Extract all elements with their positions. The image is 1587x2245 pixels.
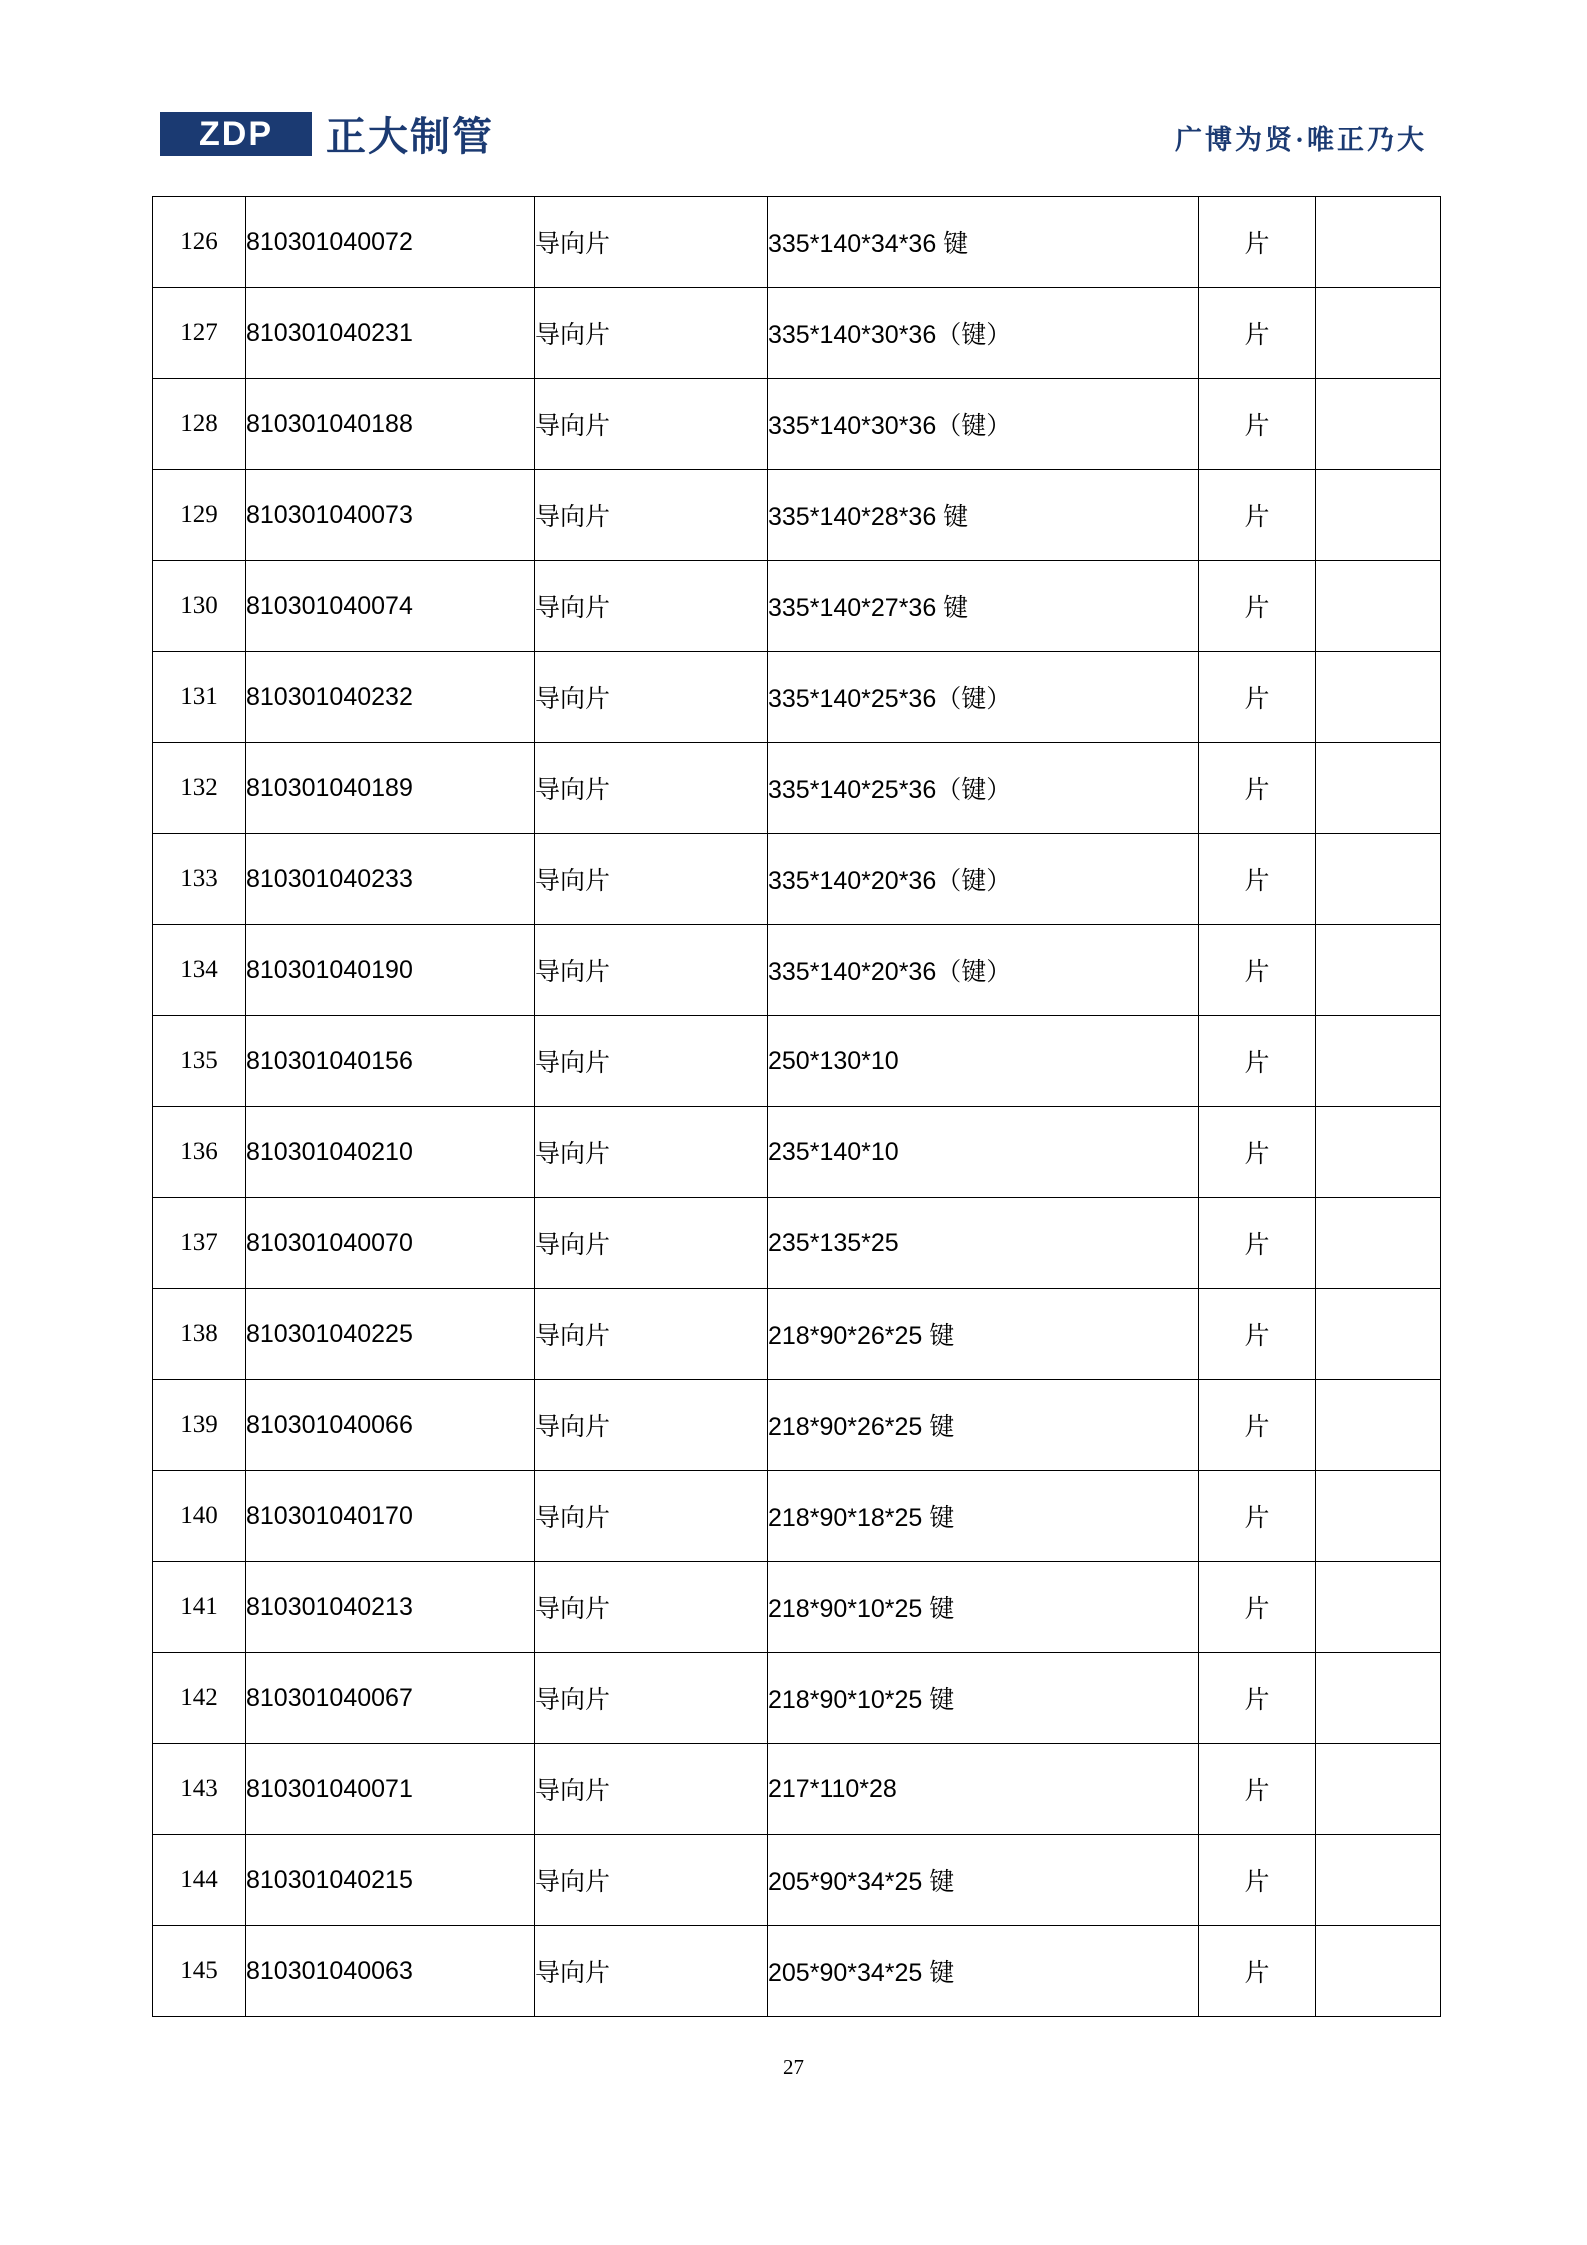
cell-code: 810301040231 bbox=[246, 288, 535, 379]
cell-spec: 235*135*25 bbox=[768, 1198, 1199, 1289]
cell-unit: 片 bbox=[1199, 1016, 1316, 1107]
cell-unit: 片 bbox=[1199, 834, 1316, 925]
cell-unit: 片 bbox=[1199, 379, 1316, 470]
cell-name: 导向片 bbox=[535, 1471, 768, 1562]
cell-name: 导向片 bbox=[535, 1198, 768, 1289]
cell-code: 810301040213 bbox=[246, 1562, 535, 1653]
table-row bbox=[153, 379, 1441, 470]
cell-no: 140 bbox=[153, 1471, 246, 1562]
page-footer bbox=[0, 2055, 1587, 2080]
cell-code: 810301040071 bbox=[246, 1744, 535, 1835]
table-row bbox=[153, 1198, 1441, 1289]
cell-no: 133 bbox=[153, 834, 246, 925]
cell-name: 导向片 bbox=[535, 1107, 768, 1198]
cell-code: 810301040063 bbox=[246, 1926, 535, 2017]
cell-no: 132 bbox=[153, 743, 246, 834]
cell-no: 131 bbox=[153, 652, 246, 743]
cell-no: 137 bbox=[153, 1198, 246, 1289]
cell-name: 导向片 bbox=[535, 1835, 768, 1926]
cell-code: 810301040156 bbox=[246, 1016, 535, 1107]
company-slogan: 广博为贤·唯正乃大 bbox=[1174, 125, 1427, 155]
cell-blank bbox=[1316, 1471, 1441, 1562]
cell-blank bbox=[1316, 379, 1441, 470]
table-row bbox=[153, 925, 1441, 1016]
cell-blank bbox=[1316, 834, 1441, 925]
cell-name: 导向片 bbox=[535, 652, 768, 743]
cell-blank bbox=[1316, 1744, 1441, 1835]
cell-spec: 218*90*26*25 键 bbox=[768, 1380, 1199, 1471]
cell-blank bbox=[1316, 1289, 1441, 1380]
cell-name: 导向片 bbox=[535, 561, 768, 652]
cell-name: 导向片 bbox=[535, 1653, 768, 1744]
cell-no: 139 bbox=[153, 1380, 246, 1471]
cell-unit: 片 bbox=[1199, 1744, 1316, 1835]
cell-blank bbox=[1316, 652, 1441, 743]
zdp-logo-icon bbox=[160, 112, 312, 161]
cell-spec: 235*140*10 bbox=[768, 1107, 1199, 1198]
cell-unit: 片 bbox=[1199, 925, 1316, 1016]
cell-code: 810301040070 bbox=[246, 1198, 535, 1289]
cell-code: 810301040073 bbox=[246, 470, 535, 561]
table-row bbox=[153, 743, 1441, 834]
table-row bbox=[153, 1926, 1441, 2017]
cell-code: 810301040188 bbox=[246, 379, 535, 470]
cell-unit: 片 bbox=[1199, 1107, 1316, 1198]
cell-blank bbox=[1316, 1016, 1441, 1107]
table-row bbox=[153, 834, 1441, 925]
cell-unit: 片 bbox=[1199, 652, 1316, 743]
cell-code: 810301040190 bbox=[246, 925, 535, 1016]
table-row bbox=[153, 1289, 1441, 1380]
cell-code: 810301040215 bbox=[246, 1835, 535, 1926]
cell-no: 134 bbox=[153, 925, 246, 1016]
cell-blank bbox=[1316, 1380, 1441, 1471]
cell-unit: 片 bbox=[1199, 197, 1316, 288]
company-logo bbox=[160, 112, 494, 161]
cell-no: 129 bbox=[153, 470, 246, 561]
cell-blank bbox=[1316, 1562, 1441, 1653]
cell-unit: 片 bbox=[1199, 1835, 1316, 1926]
table-row bbox=[153, 1016, 1441, 1107]
cell-name: 导向片 bbox=[535, 1744, 768, 1835]
cell-no: 130 bbox=[153, 561, 246, 652]
cell-spec: 335*140*34*36 键 bbox=[768, 197, 1199, 288]
cell-name: 导向片 bbox=[535, 1926, 768, 2017]
cell-blank bbox=[1316, 288, 1441, 379]
cell-blank bbox=[1316, 561, 1441, 652]
cell-spec: 205*90*34*25 键 bbox=[768, 1926, 1199, 2017]
cell-blank bbox=[1316, 1835, 1441, 1926]
cell-spec: 335*140*20*36（键） bbox=[768, 834, 1199, 925]
cell-no: 141 bbox=[153, 1562, 246, 1653]
cell-spec: 218*90*10*25 键 bbox=[768, 1653, 1199, 1744]
cell-code: 810301040233 bbox=[246, 834, 535, 925]
cell-blank bbox=[1316, 743, 1441, 834]
cell-name: 导向片 bbox=[535, 1016, 768, 1107]
cell-code: 810301040189 bbox=[246, 743, 535, 834]
cell-spec: 217*110*28 bbox=[768, 1744, 1199, 1835]
cell-spec: 335*140*25*36（键） bbox=[768, 652, 1199, 743]
cell-blank bbox=[1316, 1653, 1441, 1744]
cell-code: 810301040066 bbox=[246, 1380, 535, 1471]
table-row bbox=[153, 561, 1441, 652]
table-row bbox=[153, 288, 1441, 379]
svg-text:ZDP: ZDP bbox=[199, 115, 273, 153]
page-number: 27 bbox=[783, 2055, 804, 2079]
table-row bbox=[153, 1471, 1441, 1562]
cell-name: 导向片 bbox=[535, 1380, 768, 1471]
cell-no: 126 bbox=[153, 197, 246, 288]
cell-name: 导向片 bbox=[535, 1289, 768, 1380]
cell-name: 导向片 bbox=[535, 288, 768, 379]
cell-no: 138 bbox=[153, 1289, 246, 1380]
cell-name: 导向片 bbox=[535, 379, 768, 470]
cell-spec: 335*140*27*36 键 bbox=[768, 561, 1199, 652]
cell-spec: 218*90*10*25 键 bbox=[768, 1562, 1199, 1653]
cell-unit: 片 bbox=[1199, 288, 1316, 379]
cell-code: 810301040074 bbox=[246, 561, 535, 652]
table-row bbox=[153, 1380, 1441, 1471]
cell-blank bbox=[1316, 1107, 1441, 1198]
table-row bbox=[153, 652, 1441, 743]
cell-no: 127 bbox=[153, 288, 246, 379]
cell-blank bbox=[1316, 1926, 1441, 2017]
cell-unit: 片 bbox=[1199, 1926, 1316, 2017]
cell-name: 导向片 bbox=[535, 743, 768, 834]
cell-code: 810301040067 bbox=[246, 1653, 535, 1744]
cell-spec: 205*90*34*25 键 bbox=[768, 1835, 1199, 1926]
cell-no: 135 bbox=[153, 1016, 246, 1107]
cell-name: 导向片 bbox=[535, 925, 768, 1016]
cell-unit: 片 bbox=[1199, 561, 1316, 652]
cell-code: 810301040225 bbox=[246, 1289, 535, 1380]
table-row bbox=[153, 197, 1441, 288]
cell-spec: 335*140*28*36 键 bbox=[768, 470, 1199, 561]
cell-blank bbox=[1316, 470, 1441, 561]
cell-no: 143 bbox=[153, 1744, 246, 1835]
cell-code: 810301040210 bbox=[246, 1107, 535, 1198]
cell-name: 导向片 bbox=[535, 1562, 768, 1653]
cell-code: 810301040072 bbox=[246, 197, 535, 288]
cell-unit: 片 bbox=[1199, 1198, 1316, 1289]
table-row bbox=[153, 1653, 1441, 1744]
cell-code: 810301040170 bbox=[246, 1471, 535, 1562]
cell-spec: 250*130*10 bbox=[768, 1016, 1199, 1107]
cell-no: 144 bbox=[153, 1835, 246, 1926]
cell-name: 导向片 bbox=[535, 470, 768, 561]
table-row bbox=[153, 1107, 1441, 1198]
cell-blank bbox=[1316, 1198, 1441, 1289]
cell-no: 136 bbox=[153, 1107, 246, 1198]
cell-blank bbox=[1316, 925, 1441, 1016]
company-name: 正大制管 bbox=[326, 114, 494, 159]
cell-unit: 片 bbox=[1199, 1562, 1316, 1653]
cell-unit: 片 bbox=[1199, 743, 1316, 834]
cell-spec: 335*140*30*36（键） bbox=[768, 379, 1199, 470]
table-row bbox=[153, 470, 1441, 561]
cell-no: 142 bbox=[153, 1653, 246, 1744]
table-row bbox=[153, 1835, 1441, 1926]
cell-name: 导向片 bbox=[535, 197, 768, 288]
cell-code: 810301040232 bbox=[246, 652, 535, 743]
cell-unit: 片 bbox=[1199, 470, 1316, 561]
materials-table bbox=[152, 196, 1441, 2017]
cell-spec: 218*90*18*25 键 bbox=[768, 1471, 1199, 1562]
materials-table-wrapper bbox=[152, 196, 1434, 2017]
cell-spec: 335*140*30*36（键） bbox=[768, 288, 1199, 379]
cell-name: 导向片 bbox=[535, 834, 768, 925]
table-row bbox=[153, 1562, 1441, 1653]
cell-no: 128 bbox=[153, 379, 246, 470]
materials-table-body bbox=[153, 197, 1441, 2017]
cell-blank bbox=[1316, 197, 1441, 288]
cell-unit: 片 bbox=[1199, 1380, 1316, 1471]
cell-unit: 片 bbox=[1199, 1471, 1316, 1562]
cell-spec: 335*140*25*36（键） bbox=[768, 743, 1199, 834]
cell-no: 145 bbox=[153, 1926, 246, 2017]
page-header bbox=[160, 112, 1427, 172]
cell-spec: 335*140*20*36（键） bbox=[768, 925, 1199, 1016]
cell-unit: 片 bbox=[1199, 1289, 1316, 1380]
cell-spec: 218*90*26*25 键 bbox=[768, 1289, 1199, 1380]
cell-unit: 片 bbox=[1199, 1653, 1316, 1744]
table-row bbox=[153, 1744, 1441, 1835]
